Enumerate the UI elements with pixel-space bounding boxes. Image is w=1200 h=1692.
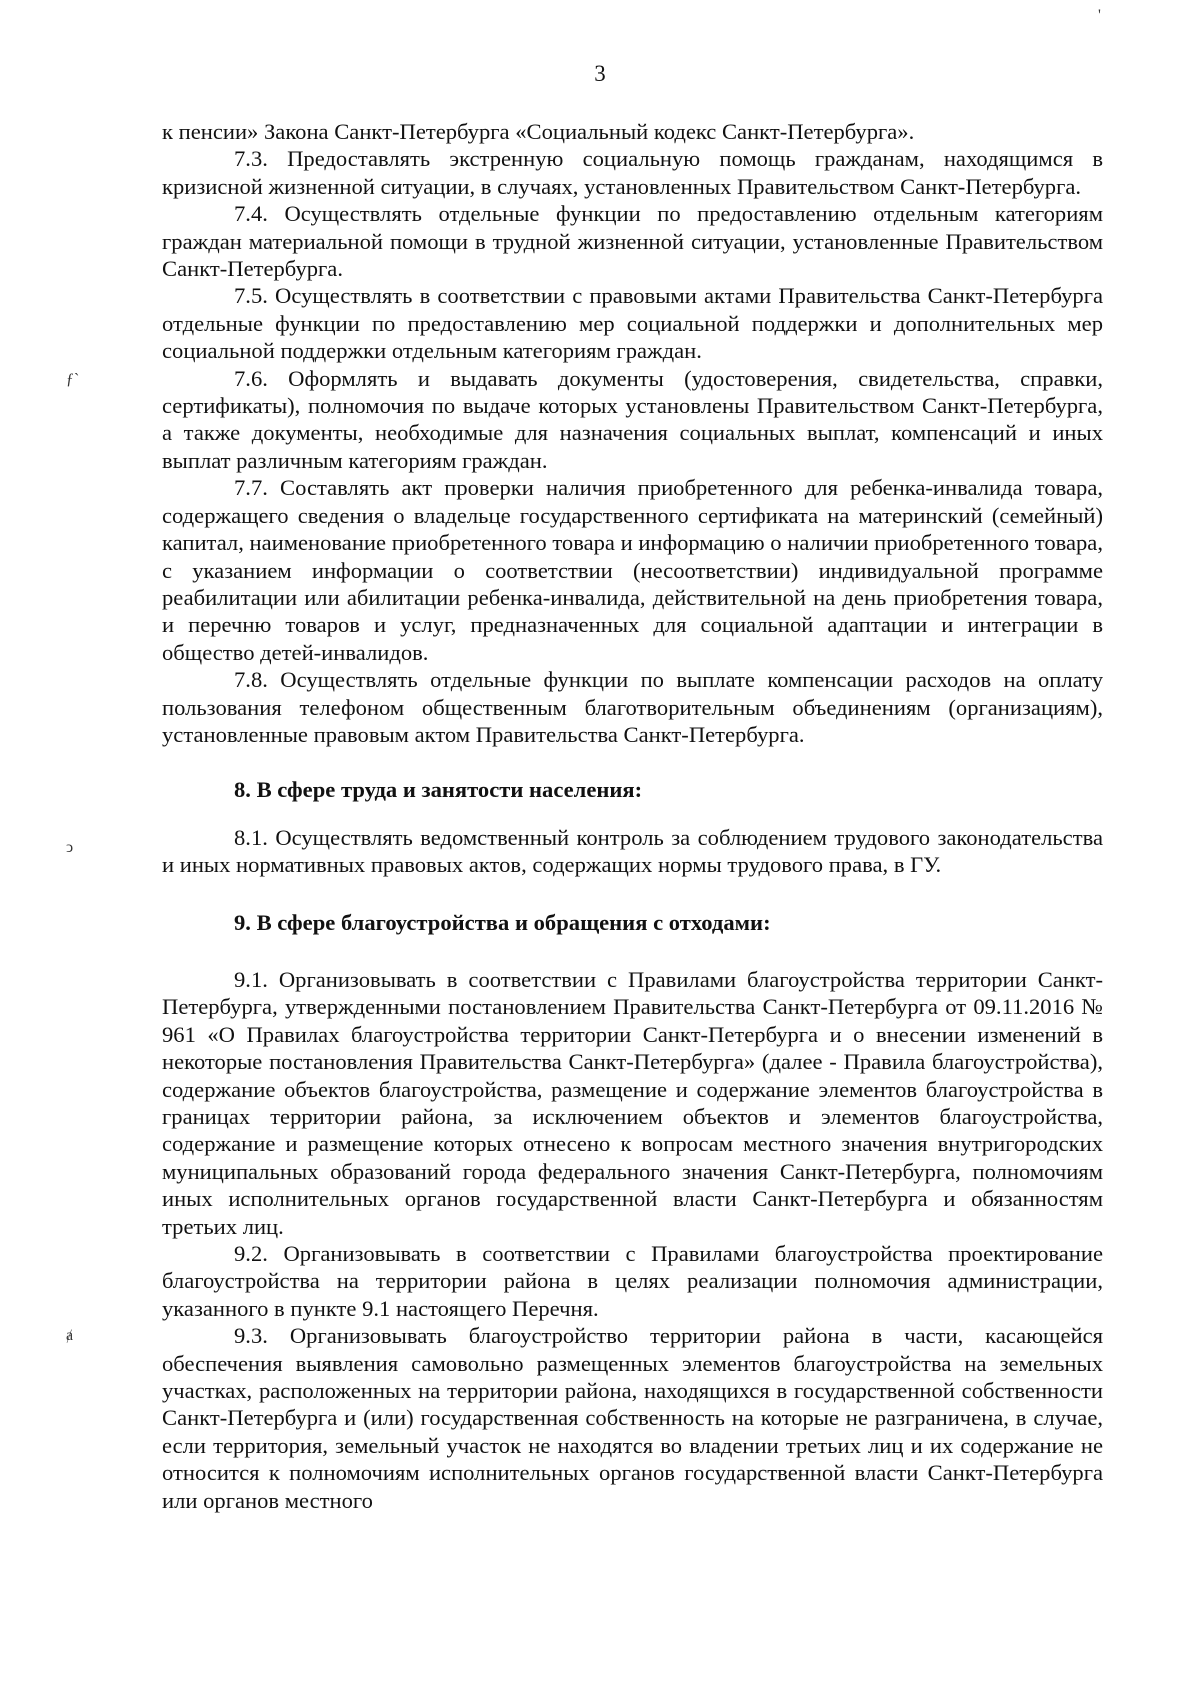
paragraph-7-6: 7.6. Оформлять и выдавать документы (удостоверения, свидетельства, справки, сертификаты), полномочия по выдаче которых установлены Правительством Санкт-Петербурга, а также документы, необходимые для назначения социальных выплат, компенсаций и иных выплат различным категориям граждан. [162, 365, 1103, 473]
paragraph-8-1: 8.1. Осуществлять ведомственный контроль за соблюдением трудового законодательства и иных нормативных правовых актов, содержащих нормы трудового права, в ГУ. [162, 824, 1103, 878]
scan-mark: ↄ [66, 839, 74, 856]
scan-mark: ƒ` [66, 371, 80, 388]
paragraph-7-5: 7.5. Осуществлять в соответствии с правовыми актами Правительства Санкт-Петербурга отдельные функции по предоставлению мер социальной поддержки и дополнительных мер социальной поддержки отдельным категориям граждан. [162, 283, 1103, 364]
paragraph-9-3: 9.3. Организовывать благоустройство территории района в части, касающейся обеспечения выявления самовольно размещенных элементов благоустройства на земельных участках, расположенных на территории района, находящихся в государственной собственности Санкт-Петербурга и (или) государственная собственность на которые не разграничена, в случае, если территория, земельный участок не находятся во владении третьих лиц и их содержание не относится к полномочиям исполнительных органов государственной власти Санкт-Петербурга или органов местного [162, 1323, 1103, 1513]
section-heading-9: 9. В сфере благоустройства и обращения с отходами: [234, 909, 771, 935]
paragraph-7-8: 7.8. Осуществлять отдельные функции по выплате компенсации расходов на оплату пользования телефоном общественным благотворительным объединениям (организациям), установленные правовым актом Правительства Санкт-Петербурга. [162, 667, 1103, 747]
scan-mark: ⱥ [66, 1327, 74, 1344]
paragraph-9-2: 9.2. Организовывать в соответствии с Правилами благоустройства проектирование благоустройства на территории района в целях реализации полномочия администрации, указанного в пункте 9.1 настоящего Перечня. [162, 1241, 1103, 1321]
paragraph-9-1: 9.1. Организовывать в соответствии с Правилами благоустройства территории Санкт-Петербурга, утвержденными постановлением Правительства Санкт-Петербурга от 09.11.2016 № 961 «О Правилах благоустройства территории Санкт-Петербурга и о внесении изменений в некоторые постановления Правительства Санкт-Петербурга» (далее - Правила благоустройства), содержание объектов благоустройства, размещение и содержание элементов благоустройства в границах территории района, за исключением объектов и элементов благоустройства, содержание и размещение которых отнесено к вопросам местного значения внутригородских муниципальных образований города федерального значения Санкт-Петербурга, полномочиям иных исполнительных органов государственной власти Санкт-Петербурга и обязанностям третьих лиц. [162, 966, 1103, 1239]
paragraph-continuation: к пенсии» Закона Санкт-Петербурга «Социальный кодекс Санкт-Петербурга». [162, 119, 915, 144]
section-heading-8: 8. В сфере труда и занятости населения: [234, 777, 643, 803]
scan-mark: ' [1098, 7, 1101, 24]
paragraph-7-3: 7.3. Предоставлять экстренную социальную помощь гражданам, находящимся в кризисной жизненной ситуации, в случаях, установленных Правительством Санкт-Петербурга. [162, 146, 1103, 199]
document-body [162, 118, 1103, 1514]
page-number: 3 [594, 61, 606, 86]
paragraph-7-7: 7.7. Составлять акт проверки наличия приобретенного для ребенка-инвалида товара, содержащего сведения о владельце государственного сертификата на материнский (семейный) капитал, наименование приобретенного товара и информацию о наличии приобретенного товара, с указанием информации о соответствии (несоответствии) индивидуальной программе реабилитации или абилитации ребенка-инвалида, действительной на день приобретения товара, и перечню товаров и услуг, предназначенных для социальной адаптации и интеграции в общество детей-инвалидов. [162, 475, 1103, 665]
paragraph-7-4: 7.4. Осуществлять отдельные функции по предоставлению отдельным категориям граждан материальной помощи в трудной жизненной ситуации, установленные Правительством Санкт-Петербурга. [162, 201, 1103, 282]
